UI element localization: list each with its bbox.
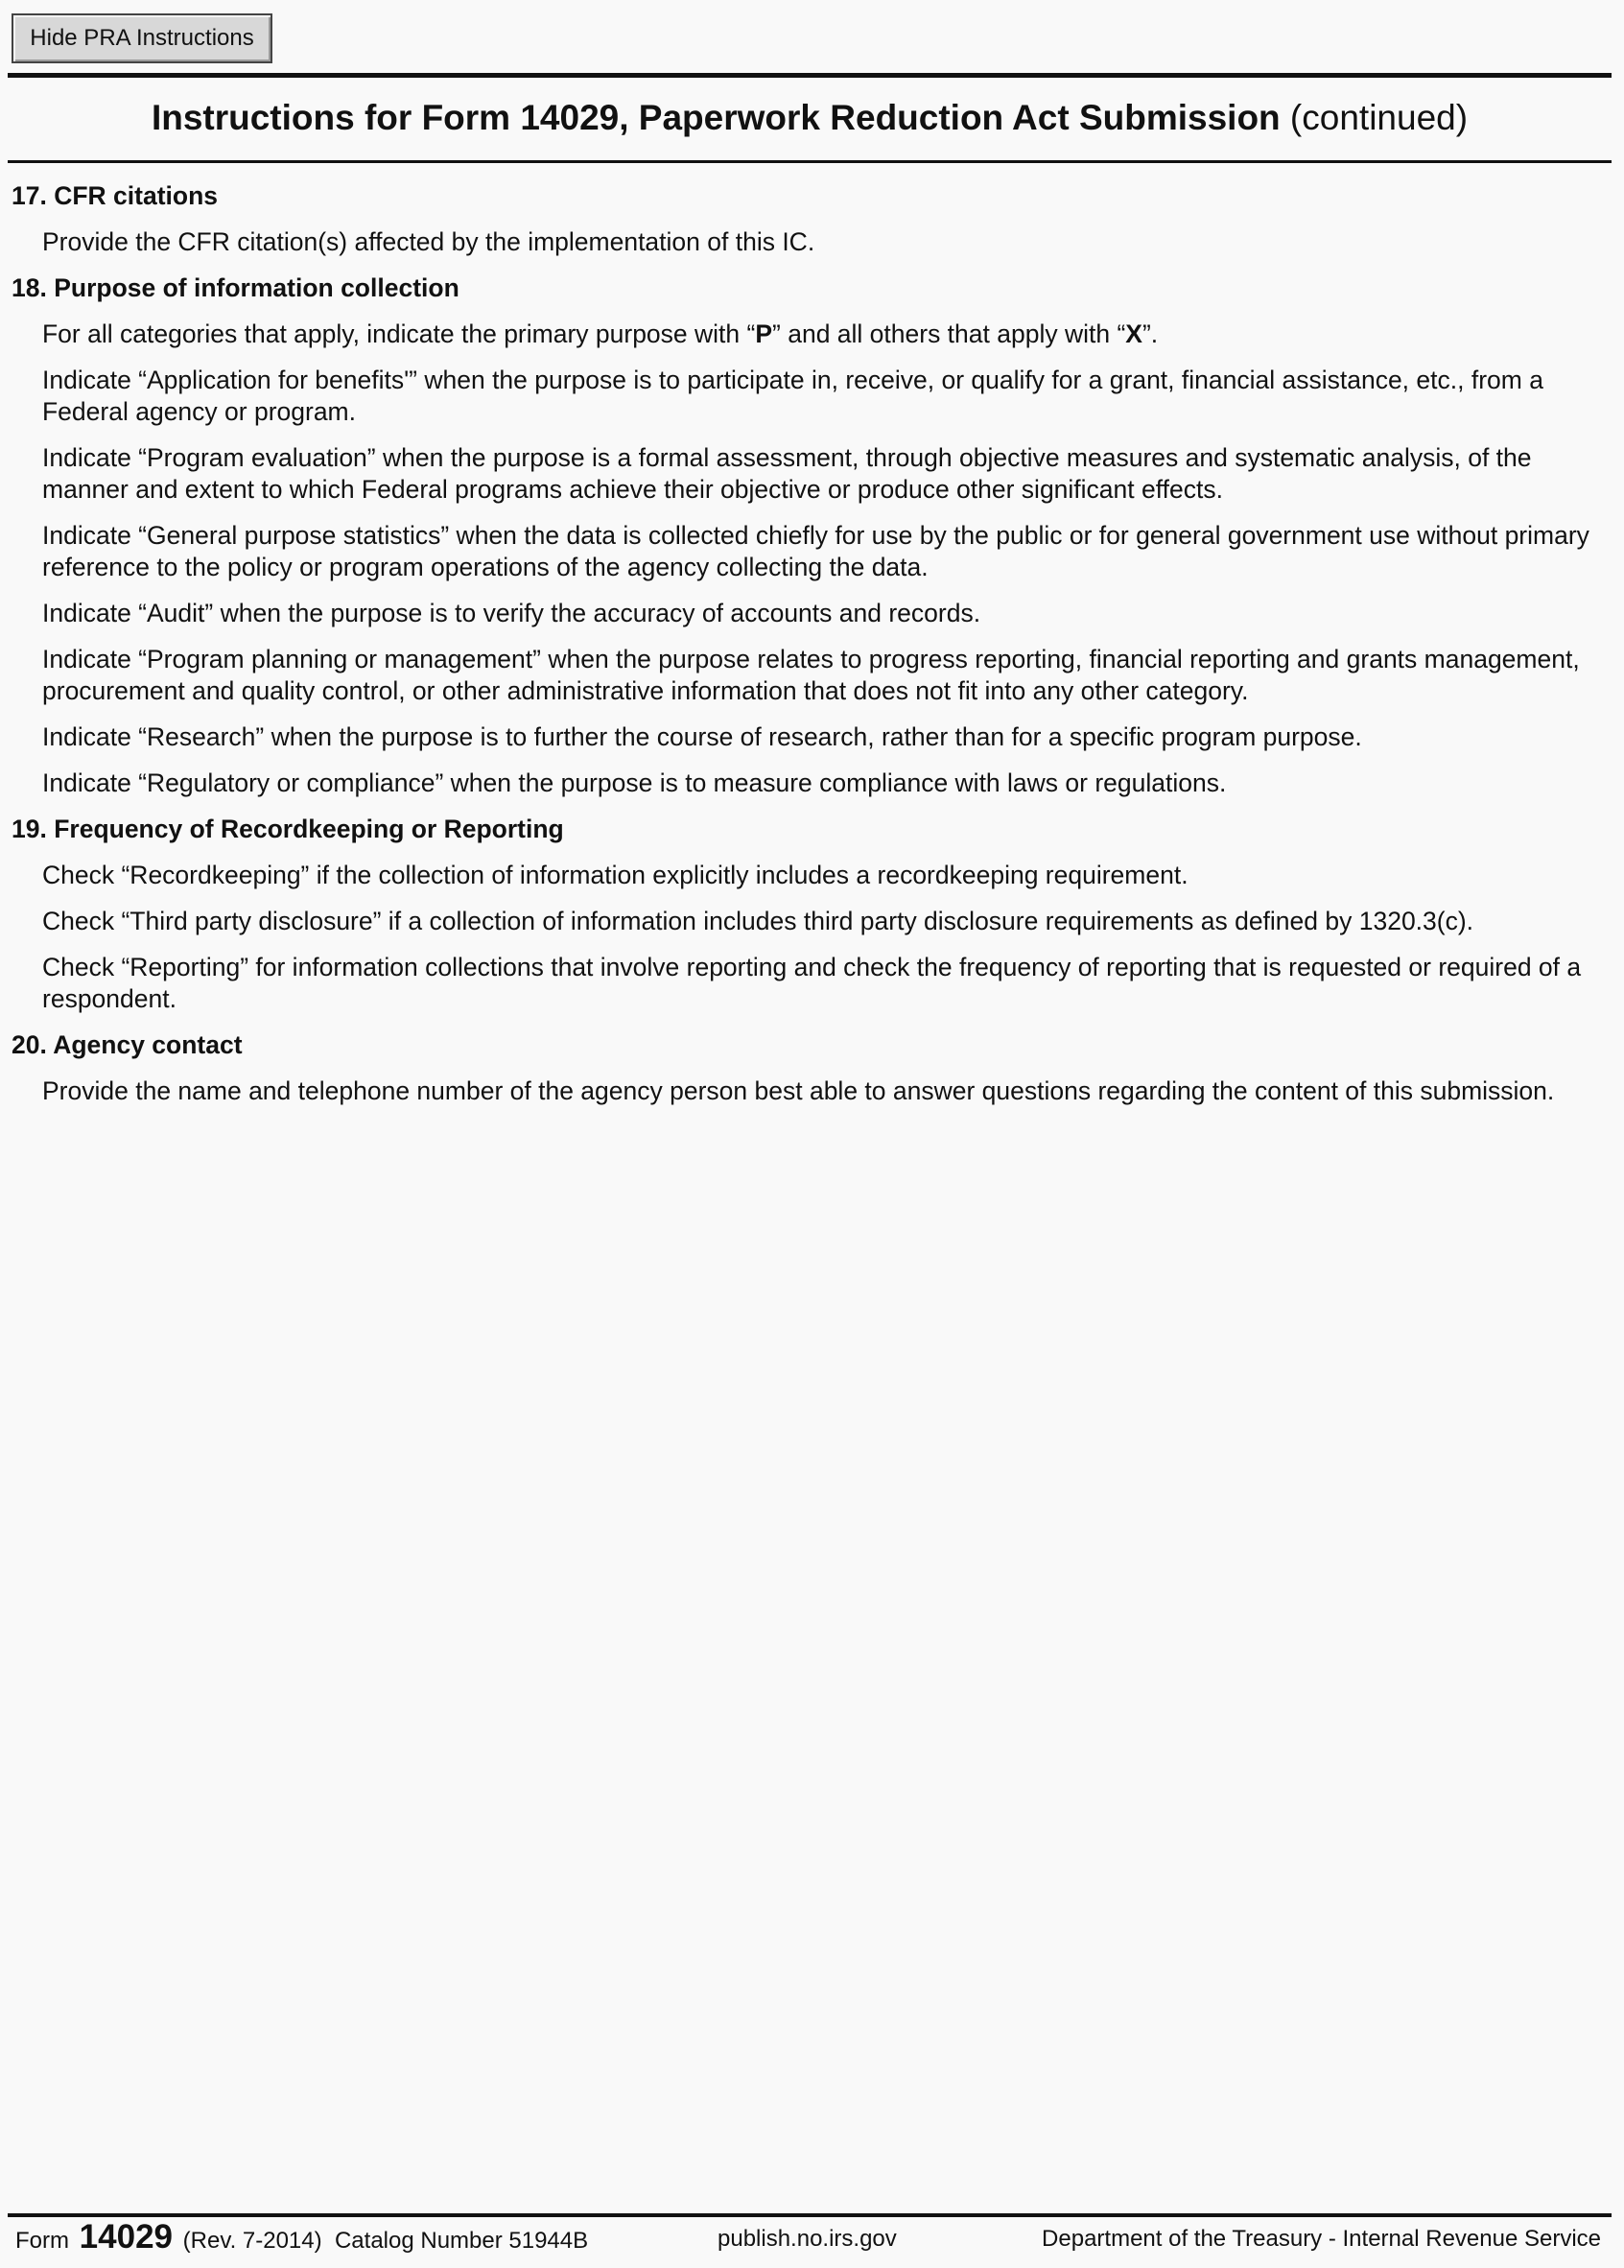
paragraph: Indicate “Audit” when the purpose is to verify the accuracy of accounts and records. — [42, 599, 981, 627]
form-label: Form — [15, 2228, 69, 2254]
footer-form-info — [15, 2218, 588, 2256]
text-fragment: ” and all others that apply with “ — [772, 319, 1126, 348]
paragraph: Indicate “General purpose statistics” when the data is collected chiefly for use by the public or for general government use without primary reference to the policy or program operations of the agency collecting the data. — [42, 521, 1589, 581]
top-rule — [8, 73, 1612, 78]
section-heading: 18. Purpose of information collection — [12, 273, 459, 302]
page-footer — [15, 2218, 1609, 2260]
section-19 — [12, 814, 1609, 1015]
paragraph — [42, 319, 1609, 350]
paragraph: Indicate “Program planning or management” when the purpose relates to progress reporting, financial reporting and grants management, procurement and quality control, or other administrative information that does not fit into any other category. — [42, 645, 1580, 705]
other-purpose-code: X — [1125, 319, 1142, 348]
page-title — [8, 92, 1612, 144]
footer-website: publish.no.irs.gov — [718, 2226, 897, 2252]
section-heading: 17. CFR citations — [12, 181, 218, 210]
footer-rule — [8, 2213, 1612, 2217]
footer-department: Department of the Treasury - Internal Revenue Service — [1042, 2226, 1601, 2252]
toolbar — [12, 13, 272, 63]
paragraph: Indicate “Research” when the purpose is to further the course of research, rather than for a specific program purpose. — [42, 722, 1362, 751]
text-fragment: For all categories that apply, indicate the primary purpose with “ — [42, 319, 756, 348]
section-heading: 19. Frequency of Recordkeeping or Reporting — [12, 815, 564, 843]
paragraph: Check “Third party disclosure” if a collection of information includes third party disclosure requirements as defined by 1320.3(c). — [42, 907, 1474, 935]
section-18 — [12, 272, 1609, 799]
form-revision: (Rev. 7-2014) — [182, 2228, 322, 2254]
section-heading: 20. Agency contact — [12, 1030, 243, 1059]
text-fragment: ”. — [1142, 319, 1159, 348]
form-number: 14029 — [79, 2218, 173, 2256]
paragraph: Indicate “Application for benefits'” when the purpose is to participate in, receive, or qualify for a grant, financial assistance, etc., from a Federal agency or program. — [42, 366, 1543, 426]
section-20 — [12, 1029, 1609, 1107]
page-title-suffix: (continued) — [1280, 98, 1469, 137]
instructions-body — [12, 180, 1609, 1122]
title-rule — [8, 160, 1612, 163]
paragraph: Check “Recordkeeping” if the collection of information explicitly includes a recordkeeping requirement. — [42, 861, 1189, 889]
primary-purpose-code: P — [755, 319, 773, 348]
page-title-main: Instructions for Form 14029, Paperwork Reduction Act Submission — [151, 98, 1281, 137]
paragraph: Indicate “Program evaluation” when the purpose is a formal assessment, through objective measures and systematic analysis, of the manner and extent to which Federal programs achieve their objective or produce other significant effects. — [42, 443, 1532, 504]
paragraph: Check “Reporting” for information collections that involve reporting and check the frequency of reporting that is requested or required of a respondent. — [42, 953, 1582, 1013]
paragraph: Provide the name and telephone number of the agency person best able to answer questions regarding the content of this submission. — [42, 1076, 1555, 1105]
section-17 — [12, 180, 1609, 258]
catalog-number: Catalog Number 51944B — [334, 2228, 589, 2254]
paragraph: Provide the CFR citation(s) affected by the implementation of this IC. — [42, 227, 815, 256]
hide-pra-instructions-button[interactable]: Hide PRA Instructions — [12, 13, 272, 63]
paragraph: Indicate “Regulatory or compliance” when the purpose is to measure compliance with laws or regulations. — [42, 768, 1227, 797]
